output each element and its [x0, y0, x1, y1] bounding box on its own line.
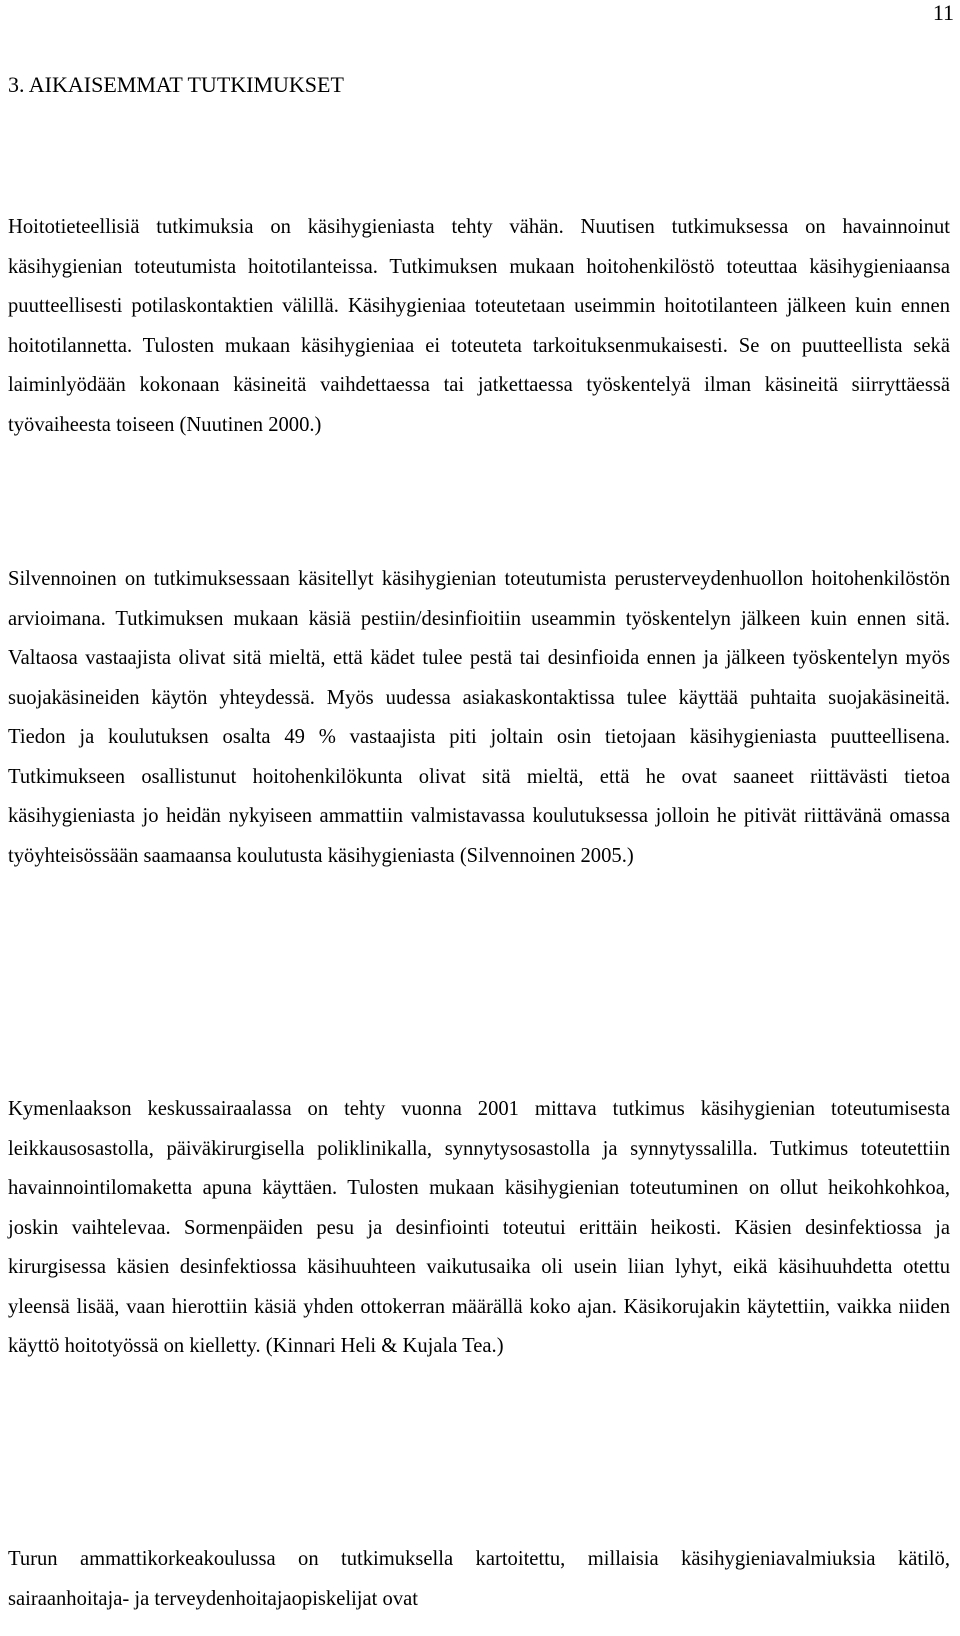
paragraph-kymenlaakso: Kymenlaakson keskussairaalassa on tehty vuonna 2001 mittava tutkimus käsihygienian toteutumisesta leikkausosastolla, päiväkirurgisella poliklinikalla, synnytysosastolla ja synnytyssalilla. Tutkimus toteutettiin havainnointilomaketta apuna käyttäen. Tulosten mukaan käsihygienian toteutuminen on ollut heikohkohkoa, joskin vaihtelevaa. Sormenpäiden pesu ja desinfiointi toteutui erittäin heikosti. Käsien desinfektiossa ja kirurgisessa käsien desinfektiossa käsihuuhteen vaikutusaika oli usein liian lyhyt, eikä käsihuuhdetta otettu yleensä lisää, vaan hierottiin käsiä yhden ottokerran määrällä koko ajan. Käsikorujakin käytettiin, vaikka niiden käyttö hoitotyössä on kielletty. (Kinnari Heli & Kujala Tea.) [8, 1098, 950, 1357]
paragraph-silvennoinen: Silvennoinen on tutkimuksessaan käsitellyt käsihygienian toteutumista perusterveydenhuollon hoitohenkilöstön arvioimana. Tutkimuksen mukaan käsiä pestiin/desinfioitiin useammin työskentelyn jälkeen kuin ennen sitä. Valtaosa vastaajista olivat sitä mieltä, että kädet tulee pestä tai desinfioida ennen ja jälkeen työskentelyn myös suojakäsineiden käytön yhteydessä. Myös uudessa asiakaskontaktissa tulee käyttää puhtaita suojakäsineitä. Tiedon ja koulutuksen osalta 49 % vastaajista piti joltain osin tietojaan käsihygieniasta puutteellisena. Tutkimukseen osallistunut hoitohenkilökunta olivat sitä mieltä, että he ovat saaneet riittävästi tietoa käsihygieniasta jo heidän nykyiseen ammattiin valmistavassa koulutuksessa jolloin he pitivät riittävänä omassa työyhteisössään saamaansa koulutusta käsihygieniasta (Silvennoinen 2005.) [8, 568, 950, 867]
page-number: 11 [932, 0, 954, 25]
section-heading: 3. AIKAISEMMAT TUTKIMUKSET [8, 72, 344, 97]
paragraph-turun-amk: Turun ammattikorkeakoulussa on tutkimuksella kartoitettu, millaisia käsihygieniavalmiuksia kätilö, sairaanhoitaja- ja terveydenhoitajaopiskelijat ovat [8, 1548, 950, 1610]
paragraph-hoitotieteellisia: Hoitotieteellisiä tutkimuksia on käsihygieniasta tehty vähän. Nuutisen tutkimuksessa on havainnoinut käsihygienian toteutumista hoitotilanteissa. Tutkimuksen mukaan hoitohenkilöstö toteuttaa käsihygieniaansa puutteellisesti potilaskontaktien välillä. Käsihygieniaa toteutetaan useimmin hoitotilanteen jälkeen kuin ennen hoitotilannetta. Tulosten mukaan käsihygieniaa ei toteuteta tarkoituksenmukaisesti. Se on puutteellista sekä laiminlyödään kokonaan käsineitä vaihdettaessa tai jatkettaessa työskentelyä ilman käsineitä siirryttäessä työvaiheesta toiseen (Nuutinen 2000.) [8, 216, 950, 436]
